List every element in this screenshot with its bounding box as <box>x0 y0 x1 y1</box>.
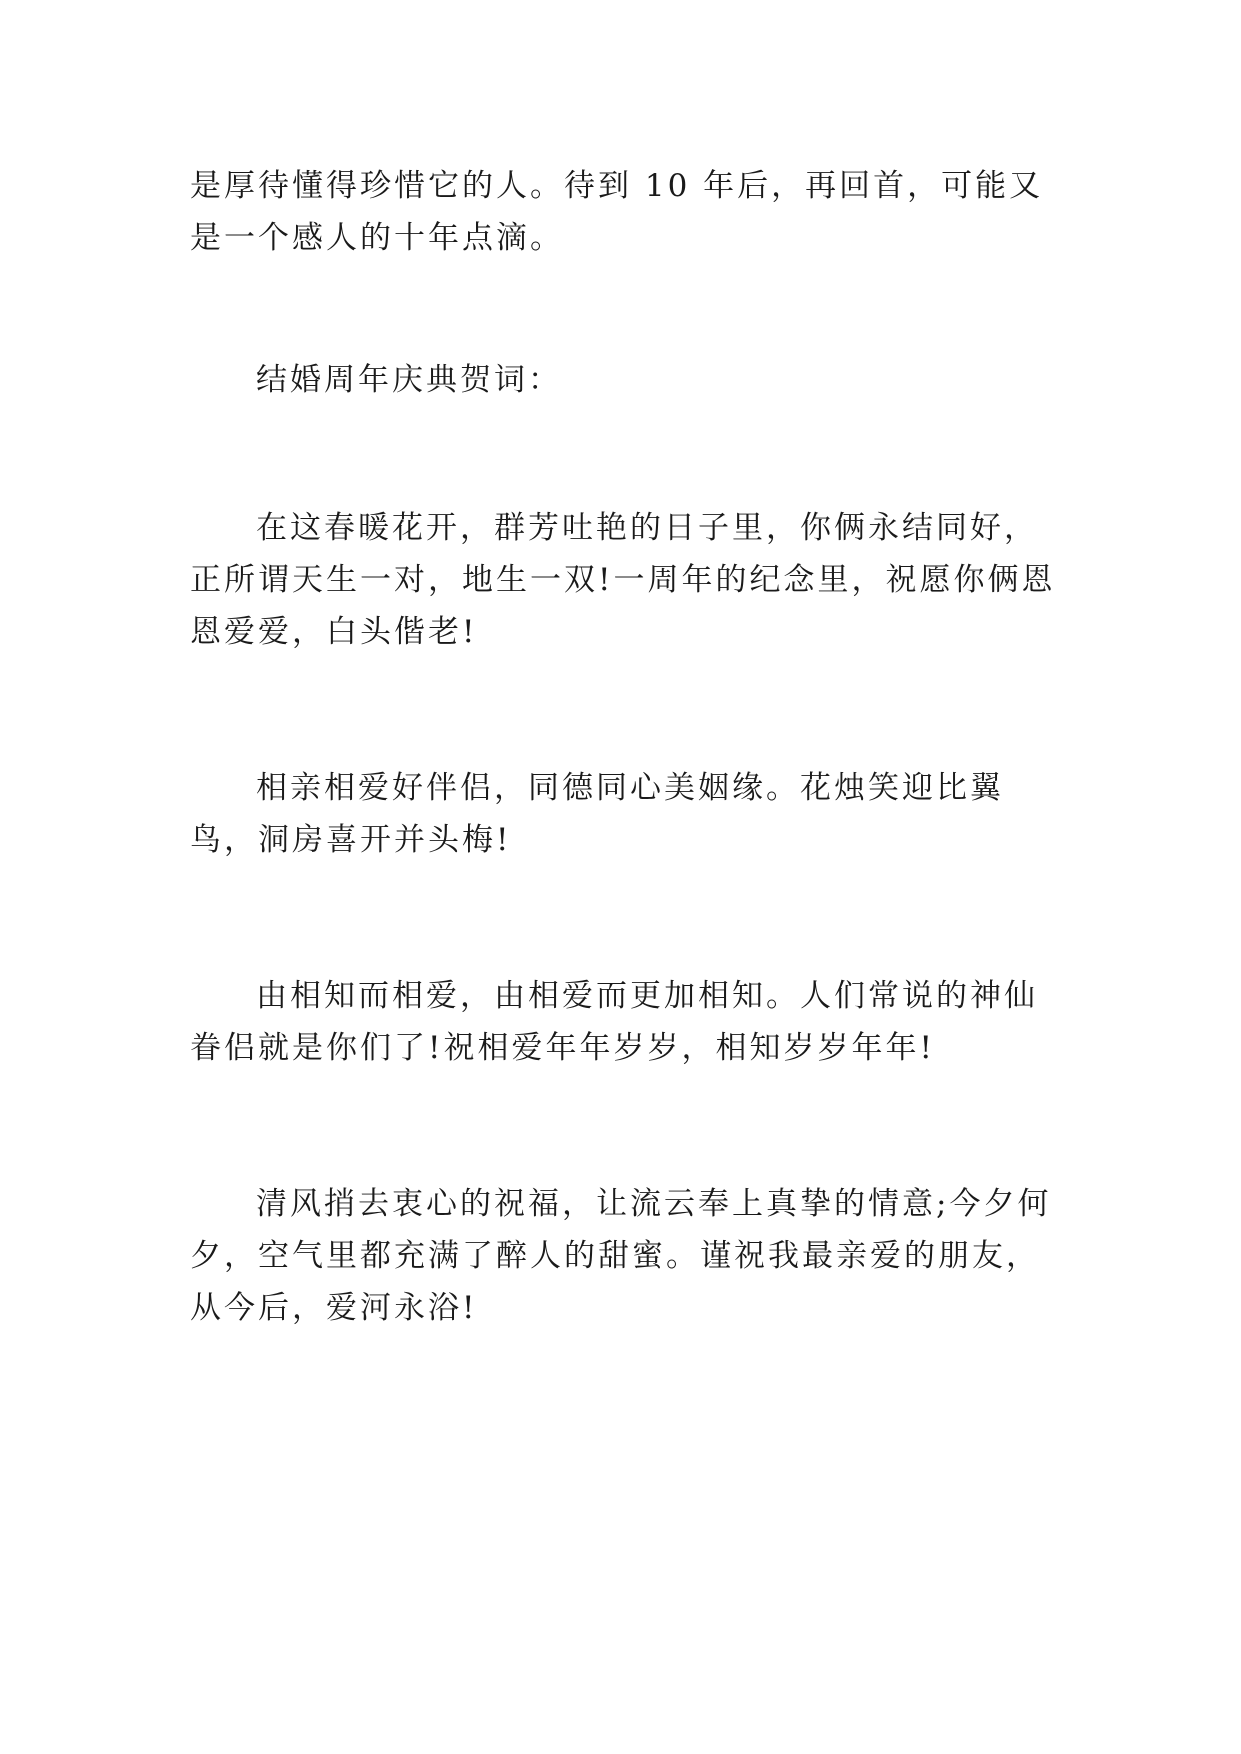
paragraph-wish-4: 清风捎去衷心的祝福，让流云奉上真挚的情意;今夕何夕，空气里都充满了醉人的甜蜜。谨祝我最亲爱的朋友，从今后，爱河永浴! <box>190 1186 1052 1326</box>
paragraph-wish-2: 相亲相爱好伴侣，同德同心美姻缘。花烛笑迎比翼鸟，洞房喜开并头梅! <box>190 770 1004 858</box>
paragraph-wish-1: 在这春暖花开，群芳吐艳的日子里，你俩永结同好，正所谓天生一对，地生一双!一周年的纪念里，祝愿你俩恩恩爱爱，白头偕老! <box>190 510 1056 650</box>
section-heading: 结婚周年庆典贺词： <box>256 362 562 398</box>
paragraph-wish-3: 由相知而相爱，由相爱而更加相知。人们常说的神仙眷侣就是你们了!祝相爱年年岁岁，相知岁岁年年! <box>190 978 1038 1066</box>
paragraph-continuation: 是厚待懂得珍惜它的人。待到 10 年后，再回首，可能又是一个感人的十年点滴。 <box>190 168 1044 256</box>
